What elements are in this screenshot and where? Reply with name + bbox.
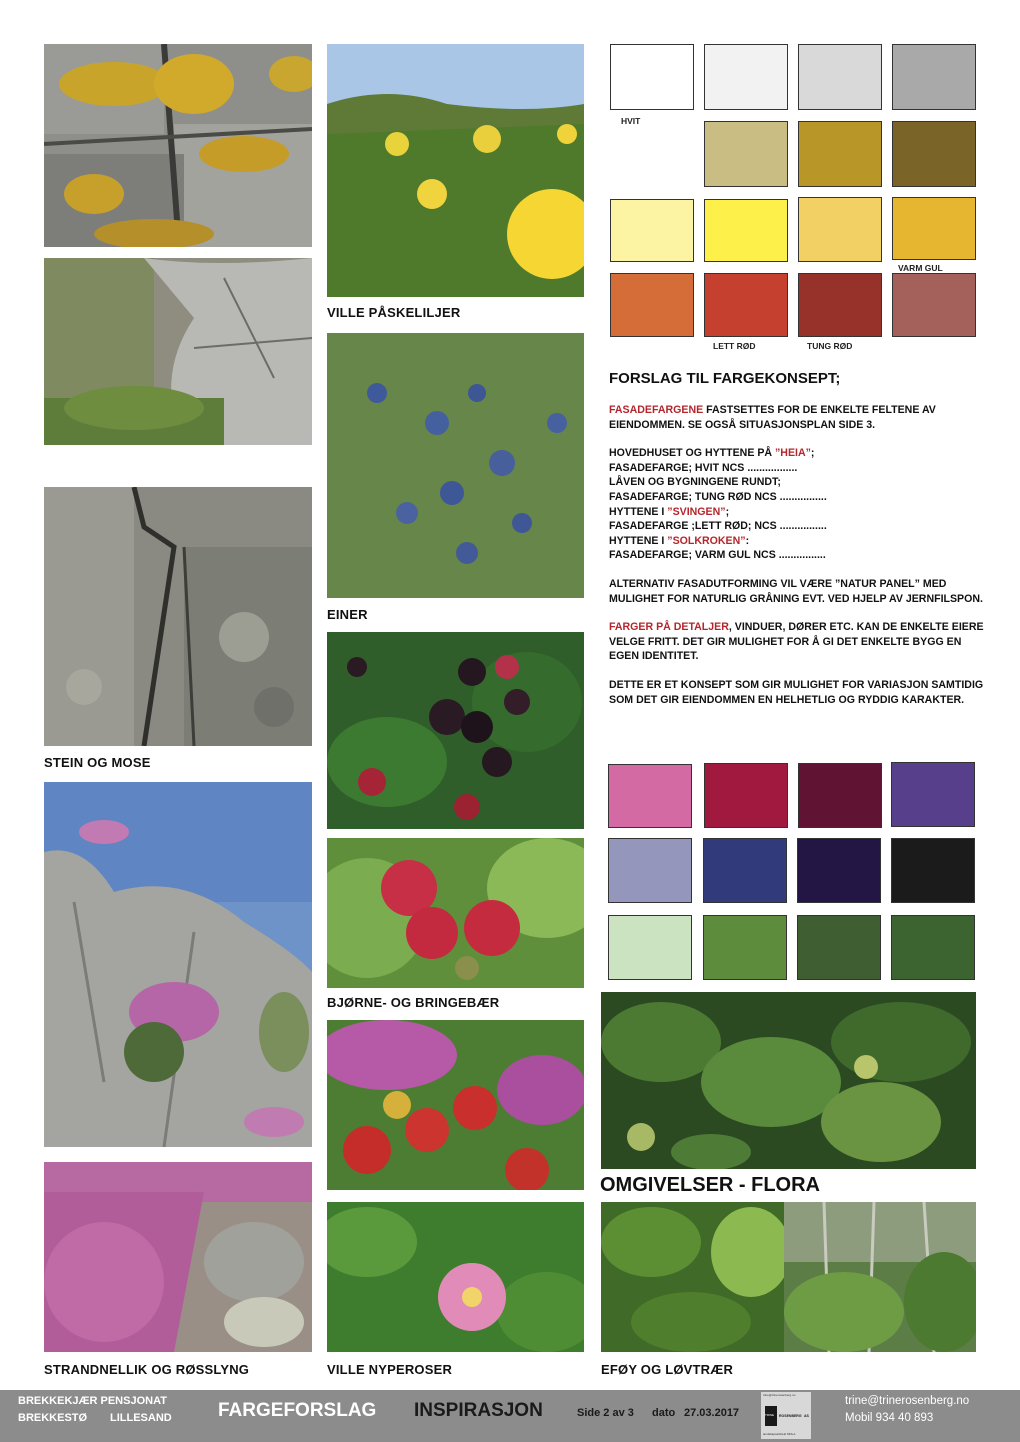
logo-bottom-text: landskapsarkitekt MNLA — [763, 1432, 796, 1436]
footer-phone: Mobil 934 40 893 — [845, 1412, 934, 1424]
concept-paragraph-3: ALTERNATIV FASADUTFORMING VIL VÆRE ”NATUR PANEL” MED MULIGHET FOR NATURLIG GRÅNING EVT. VED HJELP AV JERNFILSPON. — [609, 577, 983, 605]
footer-date-label: dato — [652, 1407, 676, 1419]
label-varm-gul: VARM GUL — [898, 263, 943, 273]
rosehips-image — [327, 1020, 584, 1190]
lichen-rock-image — [44, 44, 312, 247]
concept-paragraph-1 — [609, 403, 989, 432]
swatch-grey — [892, 44, 976, 110]
daffodils-image — [327, 44, 584, 297]
raspberries-image — [327, 838, 584, 988]
footer-date: 27.03.2017 — [684, 1407, 740, 1419]
swatch-deep-purple — [797, 838, 881, 903]
swatch-pale-green — [608, 915, 692, 980]
swatch-hvit — [610, 44, 694, 110]
photo-juniper — [327, 333, 584, 598]
photo-heather — [44, 1162, 312, 1352]
photo-thrift-rock — [44, 782, 312, 1147]
company-logo — [761, 1392, 811, 1439]
swatch-black — [891, 838, 975, 903]
concept-l4: FASADEFARGE; TUNG RØD NCS ................ — [609, 490, 827, 503]
swatch-burgundy — [798, 763, 882, 828]
swatch-yellow — [704, 199, 788, 262]
photo-leaves — [601, 1202, 784, 1352]
concept-l6: FASADEFARGE ;LETT RØD; NCS ................ — [609, 520, 827, 533]
logo-name-rosenberg: ROSENBERG — [779, 1414, 802, 1418]
solkroken-highlight: ”SOLKROKEN” — [667, 534, 746, 547]
swatch-crimson — [704, 763, 788, 828]
swatch-light-grey-2 — [798, 44, 882, 110]
blackberries-image — [327, 632, 584, 829]
label-hvit: HVIT — [621, 116, 641, 126]
photo-raspberries — [327, 838, 584, 988]
concept-l3: LÅVEN OG BYGNINGENE RUNDT; — [609, 476, 781, 489]
photo-rock-moss — [44, 258, 312, 445]
thrift-rock-image — [44, 782, 312, 1147]
detaljer-highlight: FARGER PÅ DETALJER — [609, 621, 729, 634]
logo-top-text: trine@trinerosenberg.no — [763, 1393, 796, 1397]
swatch-moss-green — [797, 915, 881, 980]
swatch-lavender-grey — [608, 838, 692, 903]
swatch-olive-brown — [892, 121, 976, 187]
footer-email[interactable]: trine@trinerosenberg.no — [845, 1395, 970, 1407]
concept-p4-text: , VINDUER, DØRER ETC. KAN DE ENKELTE EIERE VELGE FRITT. DET GIR MULIGHET FOR Å GI DET ENKELTE BYGG EN EGEN IDENTITET. — [609, 621, 984, 663]
concept-l1-a: HOVEDHUSET OG HYTTENE PÅ — [609, 447, 775, 460]
logo-name-as: AS — [804, 1414, 809, 1418]
footer-location-2: LILLESAND — [110, 1412, 172, 1424]
swatch-khaki — [704, 121, 788, 187]
photo-blackberries — [327, 632, 584, 829]
footer-project-name: BREKKEKJÆR PENSJONAT — [18, 1395, 167, 1407]
leaves-image — [601, 1202, 784, 1352]
label-lett-rod: LETT RØD — [713, 341, 756, 351]
swatch-navy — [703, 838, 787, 903]
concept-l8: FASADEFARGE; VARM GUL NCS ................ — [609, 549, 826, 562]
logo-mark — [765, 1406, 777, 1426]
photo-lichen-rock — [44, 44, 312, 247]
photo-deciduous-trees — [784, 1202, 976, 1352]
label-tung-rod: TUNG RØD — [807, 341, 853, 351]
swatch-dusty-red — [892, 273, 976, 337]
footer-title-fargeforslag: FARGEFORSLAG — [218, 1400, 377, 1421]
concept-l1-b: ; — [810, 447, 815, 460]
swatch-tung-rod — [798, 273, 882, 337]
deciduous-trees-image — [784, 1202, 976, 1352]
svingen-highlight: ”SVINGEN” — [667, 505, 726, 518]
footer-title-inspirasjon: INSPIRASJON — [414, 1400, 543, 1421]
concept-paragraph-4 — [609, 620, 989, 664]
caption-einer: EINER — [327, 607, 368, 622]
concept-paragraph-5: DETTE ER ET KONSEPT SOM GIR MULIGHET FOR VARIASJON SAMTIDIG SOM DET GIR EIENDOMMEN EN HELHETLIG OG RYDDIG KARAKTER. — [609, 678, 984, 706]
swatch-violet — [891, 762, 975, 827]
footer-page: Side 2 av 3 — [577, 1407, 634, 1419]
concept-text — [609, 403, 989, 721]
swatch-ochre — [798, 121, 882, 187]
caption-ville-nyperoser: VILLE NYPEROSER — [327, 1362, 453, 1377]
photo-daffodils — [327, 44, 584, 297]
photo-cliff — [44, 487, 312, 746]
swatch-lett-rod — [704, 273, 788, 337]
swatch-varm-gul — [892, 197, 976, 260]
concept-l5-a: HYTTENE I — [609, 505, 668, 518]
footer-bar — [0, 1390, 1020, 1442]
swatch-orange — [610, 273, 694, 337]
photo-wild-rose — [327, 1202, 584, 1352]
caption-ville-paaskeliljer: VILLE PÅSKELILJER — [327, 305, 461, 320]
photo-rosehips — [327, 1020, 584, 1190]
rock-moss-image — [44, 258, 312, 445]
ivy-image — [601, 992, 976, 1169]
concept-heading: FORSLAG TIL FARGEKONSEPT; — [609, 370, 841, 387]
swatch-light-grey-1 — [704, 44, 788, 110]
section-title: OMGIVELSER - FLORA — [600, 1174, 820, 1196]
concept-paragraph-2 — [609, 446, 989, 563]
caption-bjorne-og-bringebaer: BJØRNE- OG BRINGEBÆR — [327, 995, 500, 1010]
concept-l2: FASADEFARGE; HVIT NCS ................. — [609, 461, 798, 474]
concept-p1-text: FASTSETTES FOR DE ENKELTE FELTENE AV EIENDOMMEN. SE OGSÅ SITUASJONSPLAN SIDE 3. — [609, 404, 936, 431]
swatch-pink — [608, 764, 692, 828]
swatch-leaf-green — [703, 915, 787, 980]
wild-rose-image — [327, 1202, 584, 1352]
fasadefargene-highlight: FASADEFARGENE — [609, 404, 704, 416]
concept-l7-a: HYTTENE I — [609, 534, 668, 547]
caption-strandnellik: STRANDNELLIK OG RØSSLYNG — [44, 1362, 250, 1377]
heia-highlight: ”HEIA” — [775, 447, 811, 460]
footer-location-1: BREKKESTØ — [18, 1412, 88, 1424]
logo-mark-text: TRINE — [765, 1413, 774, 1417]
swatch-pale-yellow — [610, 199, 694, 262]
concept-l7-b: : — [745, 534, 750, 547]
caption-stein-og-mose: STEIN OG MOSE — [44, 755, 151, 770]
caption-efoy-og-lovtraer: EFØY OG LØVTRÆR — [601, 1362, 734, 1377]
cliff-image — [44, 487, 312, 746]
swatch-soft-yellow — [798, 197, 882, 262]
concept-l5-b: ; — [725, 505, 730, 518]
swatch-forest-green — [891, 915, 975, 980]
juniper-image — [327, 333, 584, 598]
heather-image — [44, 1162, 312, 1352]
photo-ivy — [601, 992, 976, 1169]
